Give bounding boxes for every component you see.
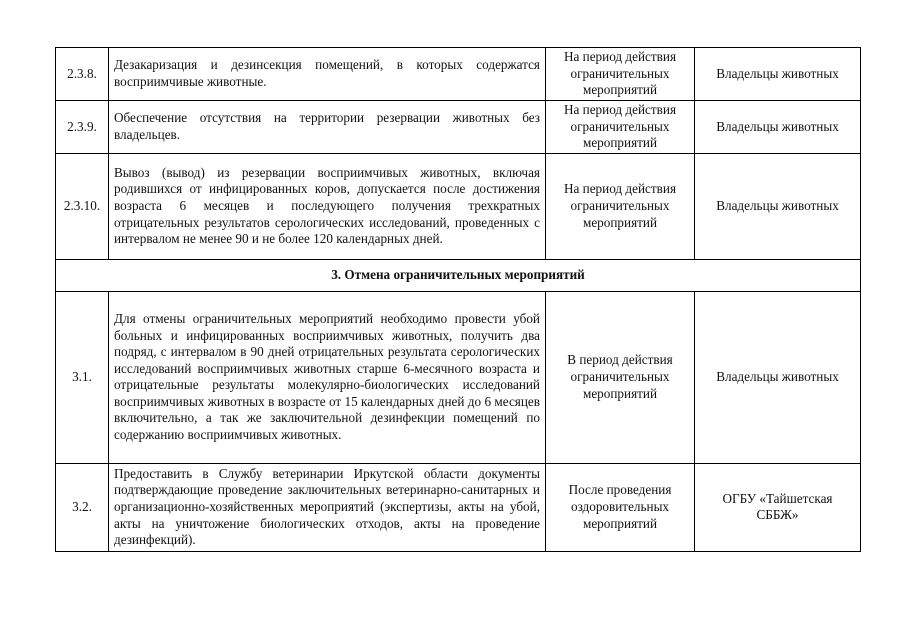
measure-text: Вывоз (вывод) из резервации восприимчивых животных, включая родившихся от инфицированных коров, допускается после достижения возраста 6 месяцев и последующего получения трехкратных отрицательных результатов серологических исследований, проведенных с интервалом не менее 90 и не более 120 календарных дней. bbox=[109, 153, 546, 259]
period-cell: На период действия ограничительных мероприятий bbox=[546, 48, 695, 101]
section-title: 3. Отмена ограничительных мероприятий bbox=[56, 259, 861, 291]
item-number: 2.3.8. bbox=[56, 48, 109, 101]
period-cell: После проведения оздоровительных мероприятий bbox=[546, 463, 695, 551]
period-cell: В период действия ограничительных мероприятий bbox=[546, 291, 695, 463]
section-header-row bbox=[56, 259, 861, 291]
table-row bbox=[56, 291, 861, 463]
measure-text: Предоставить в Службу ветеринарии Иркутской области документы подтверждающие проведение заключительных ветеринарно-санитарных и организационно-хозяйственных мероприятий (экспертизы, акты на убой, акты на уничтожение биологических отходов, акты на проведение дезинфекций). bbox=[109, 463, 546, 551]
period-cell: На период действия ограничительных мероприятий bbox=[546, 153, 695, 259]
measure-text: Обеспечение отсутствия на территории резервации животных без владельцев. bbox=[109, 101, 546, 154]
item-number: 2.3.9. bbox=[56, 101, 109, 154]
responsible-cell: Владельцы животных bbox=[695, 101, 861, 154]
responsible-cell: Владельцы животных bbox=[695, 291, 861, 463]
measures-table bbox=[55, 47, 861, 552]
table-row bbox=[56, 101, 861, 154]
item-number: 3.2. bbox=[56, 463, 109, 551]
table-row bbox=[56, 153, 861, 259]
measure-text: Дезакаризация и дезинсекция помещений, в которых содержатся восприимчивые животные. bbox=[109, 48, 546, 101]
responsible-cell: Владельцы животных bbox=[695, 153, 861, 259]
measure-text: Для отмены ограничительных мероприятий необходимо провести убой больных и инфицированных восприимчивых животных, получить два подряд, с интервалом в 90 дней отрицательных результата серологических исследований восприимчивых животных старше 6-месячного возраста и отрицательные результаты молекулярно-биологических исследований восприимчивых животных в возрасте от 15 календарных дней до 6 месяцев включительно, а так же заключительной дезинфекции помещений по содержанию восприимчивых животных. bbox=[109, 291, 546, 463]
table-row bbox=[56, 463, 861, 551]
item-number: 2.3.10. bbox=[56, 153, 109, 259]
item-number: 3.1. bbox=[56, 291, 109, 463]
responsible-cell: Владельцы животных bbox=[695, 48, 861, 101]
table-row bbox=[56, 48, 861, 101]
responsible-cell: ОГБУ «Тайшетская СББЖ» bbox=[695, 463, 861, 551]
period-cell: На период действия ограничительных мероприятий bbox=[546, 101, 695, 154]
